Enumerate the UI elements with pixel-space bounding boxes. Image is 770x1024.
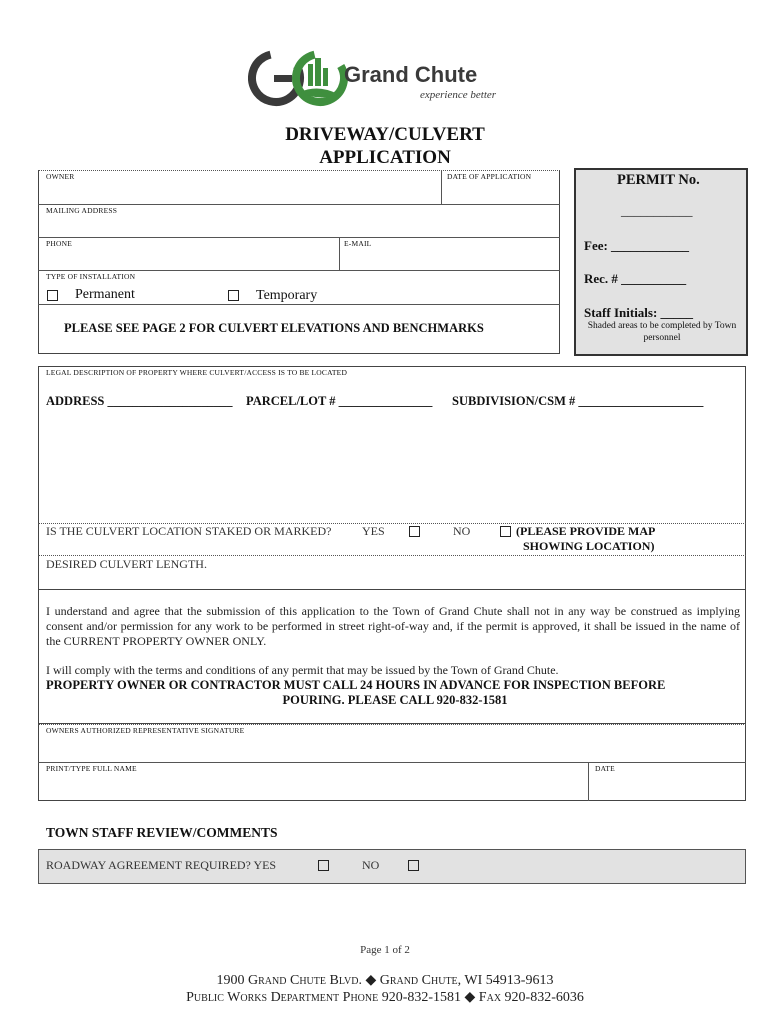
full-name-field[interactable]: PRINT/TYPE FULL NAME [46, 764, 137, 773]
staff-initials-field[interactable]: Staff Initials: _____ [584, 305, 694, 320]
roadway-no-checkbox[interactable] [408, 860, 419, 871]
shaded-areas-note: Shaded areas to be completed by Town personnel [587, 321, 737, 343]
receipt-number-field[interactable]: Rec. # __________ [584, 271, 687, 286]
permit-number-label: PERMIT No. [617, 172, 700, 188]
mailing-address-field[interactable]: MAILING ADDRESS [46, 206, 118, 215]
inspection-warning-line2: POURING. PLEASE CALL 920-832-1581 [282, 693, 508, 707]
permanent-checkbox[interactable] [47, 290, 58, 301]
footer-contact: Public Works Department Phone 920-832-1581 ◆ Fax 920-832-6036 [186, 990, 584, 1005]
form-title-line1: DRIVEWAY/CULVERT [285, 124, 485, 145]
roadway-no-label: NO [362, 858, 380, 872]
elevations-notice: PLEASE SEE PAGE 2 FOR CULVERT ELEVATIONS AND BENCHMARKS [64, 321, 484, 335]
date-of-application-field[interactable]: DATE OF APPLICATION [447, 172, 532, 181]
phone-field[interactable]: PHONE [46, 239, 73, 248]
roadway-agreement-label: ROADWAY AGREEMENT REQUIRED? YES [46, 858, 277, 872]
grand-chute-logo [248, 48, 528, 108]
staked-yes-checkbox[interactable] [409, 526, 420, 537]
address-field[interactable]: ADDRESS ____________________ [46, 394, 233, 408]
provide-map-note-line2: SHOWING LOCATION) [523, 539, 655, 553]
signature-date-field[interactable]: DATE [595, 764, 615, 773]
inspection-warning-line1: PROPERTY OWNER OR CONTRACTOR MUST CALL 24 HOURS IN ADVANCE FOR INSPECTION BEFORE [46, 678, 666, 692]
logo-name: Grand Chute [344, 62, 478, 87]
roadway-yes-checkbox[interactable] [318, 860, 329, 871]
staked-no-label: NO [453, 524, 471, 538]
provide-map-note-line1: (PLEASE PROVIDE MAP [516, 524, 656, 538]
owner-field[interactable]: OWNER [46, 172, 75, 181]
logo-tagline: experience better [420, 89, 497, 101]
form-title-line2: APPLICATION [319, 147, 451, 168]
page-number: Page 1 of 2 [360, 944, 410, 956]
permit-number-field[interactable]: ___________ [621, 203, 693, 218]
representative-signature-field[interactable]: OWNERS AUTHORIZED REPRESENTATIVE SIGNATURE [46, 726, 245, 735]
compliance-statement: I will comply with the terms and conditions of any permit that may be issued by the Town of Grand Chute. [46, 663, 559, 677]
staked-yes-label: YES [362, 524, 385, 538]
permanent-label: Permanent [75, 287, 135, 302]
footer-address: 1900 Grand Chute Blvd. ◆ Grand Chute, WI 54913-9613 [216, 973, 554, 988]
type-of-installation-label: TYPE OF INSTALLATION [46, 272, 136, 281]
fee-field[interactable]: Fee: ____________ [584, 238, 690, 253]
desired-culvert-length-field[interactable]: DESIRED CULVERT LENGTH. [46, 557, 207, 571]
legal-description-label: LEGAL DESCRIPTION OF PROPERTY WHERE CULVERT/ACCESS IS TO BE LOCATED [46, 368, 348, 377]
staked-question: IS THE CULVERT LOCATION STAKED OR MARKED? [46, 524, 332, 538]
staff-review-heading: TOWN STAFF REVIEW/COMMENTS [46, 825, 278, 840]
email-field[interactable]: E-MAIL [344, 239, 372, 248]
gc-logo-mark-icon [248, 48, 348, 108]
staked-no-checkbox[interactable] [500, 526, 511, 537]
temporary-checkbox[interactable] [228, 290, 239, 301]
agreement-paragraph: I understand and agree that the submission of this application to the Town of Grand Chute shall not in any way be construed as implying consent and/or permission for any work to be performed in street right-of-way and, if the permit is approved, it shall be issued in the name of the CURRENT PROPERTY OWNER ONLY. [46, 604, 740, 648]
temporary-label: Temporary [256, 288, 318, 303]
parcel-lot-field[interactable]: PARCEL/LOT # _______________ [246, 394, 433, 408]
subdivision-csm-field[interactable]: SUBDIVISION/CSM # ____________________ [452, 394, 704, 408]
